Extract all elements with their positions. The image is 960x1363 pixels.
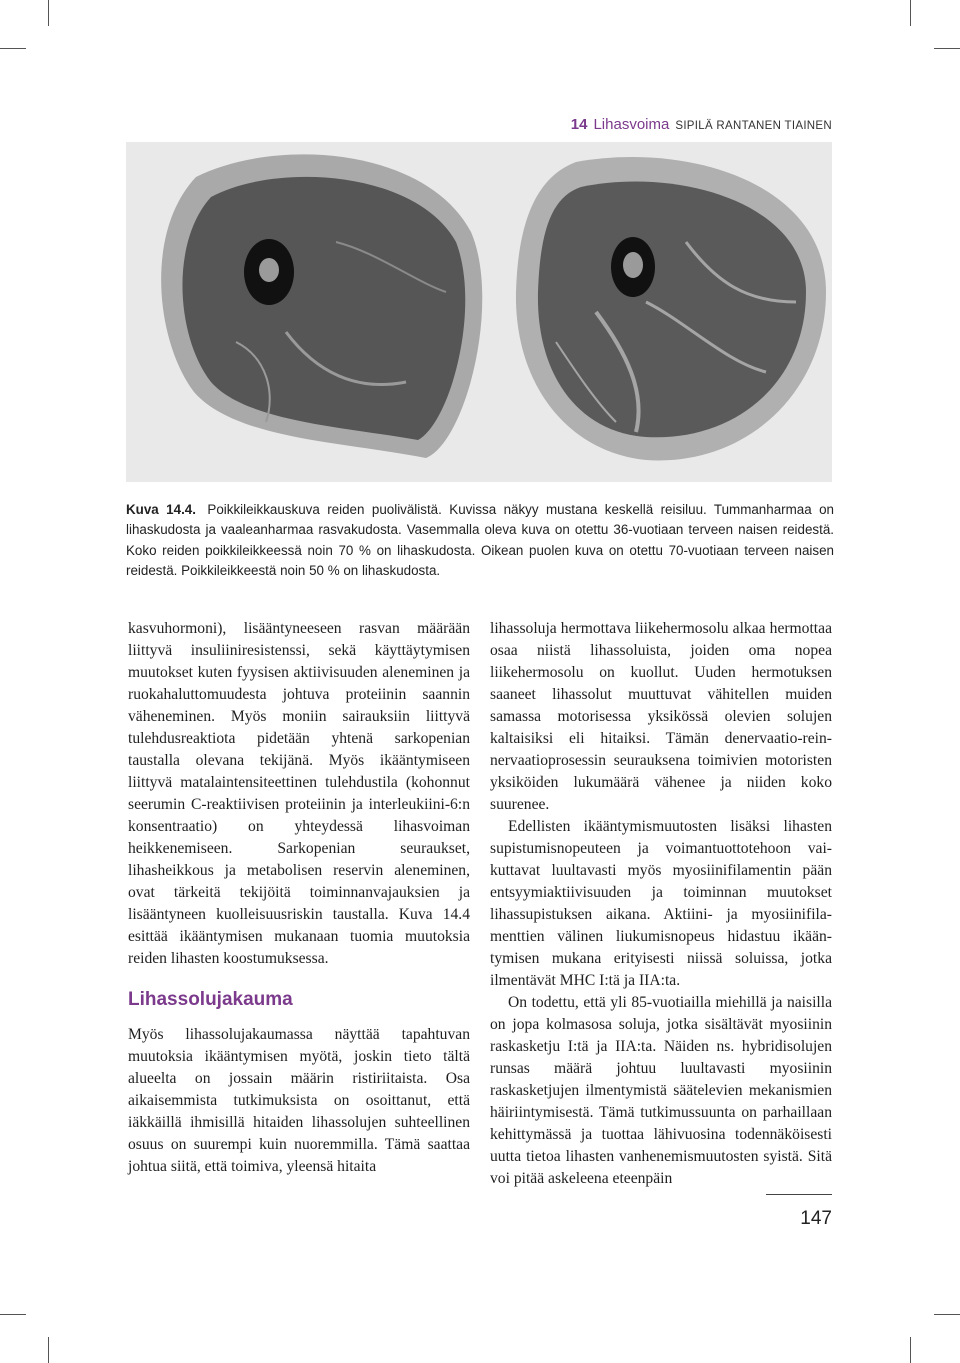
crop-mark-top-right [910, 0, 911, 26]
crop-mark-bottom-right [910, 1337, 911, 1363]
running-head [571, 116, 832, 133]
right-paragraph-1: lihassoluja hermottava liikehermosolu alkaa hermottaa osaa niistä lihassoluista, joiden oma nopea liikehermosolu on kuollut. Uuden hermotuksen saaneet lihassolut muuttuvat vähitellen muiden samassa motorisessa yksikössä olevien solujen kaltaisiksi eli hitaiksi. Tämän denervaatio-reinnervaatioprosessin seurauksena toimivien motoristen yksiköiden lukumäärä vähenee ja niiden koko suurenee. [490, 620, 832, 813]
thigh-section-36yo [161, 154, 482, 458]
page-number: 147 [800, 1208, 832, 1229]
crop-mark-bottom-left [48, 1337, 49, 1363]
crop-mark-top-left [48, 0, 49, 26]
chapter-number: 14 [570, 116, 588, 133]
crop-mark-bottom-left-h [0, 1314, 26, 1315]
mri-images [126, 142, 832, 482]
caption-text: Poikkileikkauskuva reiden puolivälistä. Kuvissa näkyy mustana keskellä reisiluu. Tummanharmaa on lihaskudosta ja vaaleanharmaa rasvakudosta. Vasemmalla oleva kuva on otettu 36-vuotiaan terveen naisen reidestä. Koko reiden poikkileikkeessä noin 70 % on lihaskudosta. Oikean puolen kuva on otettu 70-vuotiaan terveen naisen reidestä. Poikkileikkeestä noin 50 % on lihaskudosta. [126, 502, 834, 579]
crop-mark-top-left-h [0, 48, 26, 49]
left-column [128, 618, 470, 1178]
right-paragraph-2: Edellisten ikääntymismuutosten lisäksi lihasten supistumisnopeuteen ja voimantuottotehoon vaikuttavat luultavasti myös myosiinifilamentin pään entsyymiaktiivisuuden ja toiminnan muutokset lihassupistuksen aikana. Aktiini- ja myosiinifilamenttien välinen liukumisnopeus hidastuu ikääntymisen mukana erityisesti niissä soluissa, jotka ilmentävät MHC I:tä ja IIA:ta. [490, 818, 832, 989]
bone-marrow-right [623, 252, 643, 278]
bone-marrow-left [259, 258, 279, 282]
left-paragraph-2: Myös lihassolujakaumassa näyttää tapahtuvan muutoksia ikääntymisen myötä, joskin tieto tältä alueelta on jossain määrin ristiriitaista. Osa aikaisemmista tutkimuksista on osoittanut, että iäkkäillä ihmisillä hitaiden lihassolujen suhteellinen osuus on suurempi kuin nuoremmilla. Tämä saattaa johtua siitä, että toimiva, yleensä hitaita [128, 1026, 470, 1175]
right-column [490, 618, 832, 1190]
left-paragraph-1: kasvuhormoni), lisääntyneeseen rasvan määrään liittyvä insuliiniresistenssi, sekä käyttäytymisen muutokset kuten fyysisen aktiivisuuden aleneminen ja ruokahaluttomuudesta johtuva proteiinin saannin väheneminen. Myös moniin sairauksiin liittyvä tulehdusreaktiota pidetään yhtenä sarkopenian taustalla olevana tekijänä. Myös ikääntymiseen liittyvä matalaintensiteettinen tulehdustila (kohonnut seerumin C-reaktiivisen proteiinin ja interleukiini-6:n konsentraatio) on yhteydessä lihasvoiman heikkenemiseen. Sarkopenian seuraukset, lihasheikkous ja metabolisen reservin aleneminen, ovat tärkeitä tekijöitä toiminnanvajauksien ja lisääntyneen kuolleisuusriskin taustalla. Kuva 14.4 esittää ikääntymisen mukanaan tuomia muutoksia reiden lihasten koostumuksessa. [128, 620, 470, 967]
crop-mark-top-right-h [934, 48, 960, 49]
thigh-section-70yo [516, 157, 826, 460]
thigh-cross-section-figure [126, 142, 832, 482]
chapter-title: Lihasvoima [593, 116, 670, 133]
crop-mark-bottom-right-h [934, 1314, 960, 1315]
right-paragraph-3: On todettu, että yli 85-vuotiailla miehillä ja naisilla on jopa kolmasosa soluja, jotka sisältävät myosiinin raskasketju I:tä ja IIA:ta. Näiden ns. hybridisolujen runsas määrä johtuu luultavasti myosiinin raskasketjujen ilmentymistä säätelevien mekanismien häiriintymisestä. Tämä tutkimussuunta on parhaillaan kehittymässä ja tuottaa lähivuosina todennäköisesti uutta tietoa lihasten vanhenemismuutosten syistä. Sitä voi pitää askeleena eteenpäin [490, 994, 832, 1187]
chapter-authors: SIPILÄ RANTANEN TIAINEN [675, 120, 832, 132]
caption-label: Kuva 14.4. [126, 502, 196, 517]
footer-rule [766, 1194, 832, 1195]
figure-caption [126, 500, 834, 582]
section-heading: Lihassolujakauma [128, 989, 293, 1010]
